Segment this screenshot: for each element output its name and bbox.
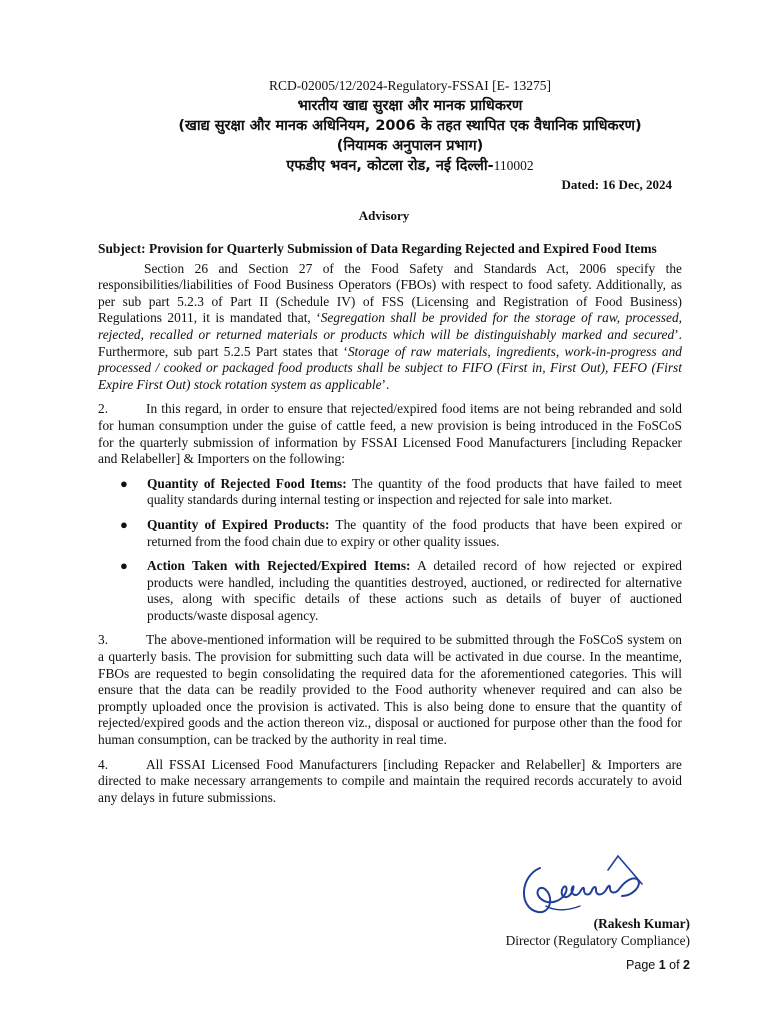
paragraph-number: 4. — [98, 756, 109, 772]
signature-image — [510, 846, 660, 926]
subject-line: Subject: Provision for Quarterly Submission of Data Regarding Rejected and Expired Food Items — [98, 241, 657, 256]
page-number — [626, 958, 690, 972]
para1-quote-segregation: Segregation shall be provided for the storage of raw, processed, rejected, recalled or returned materials or products which will be distinguishably marked and secured — [98, 310, 682, 342]
paragraph-1 — [98, 261, 682, 394]
page-of: of — [665, 958, 684, 972]
list-item-text: The quantity of the food products that have failed to meet quality standards during internal testing or inspection and rejected for sale into market. — [147, 475, 682, 508]
page-current: 1 — [658, 958, 666, 972]
list-item — [98, 558, 682, 624]
list-item-title: Quantity of Expired Products: — [147, 516, 330, 532]
signatory-name: (Rakesh Kumar) — [593, 916, 690, 931]
paragraph-number: 3. — [98, 632, 109, 648]
para1-text-e: ’. — [381, 376, 390, 392]
list-item-text: The quantity of the food products that have been expired or returned from the food chain due to expiry or other quality issues. — [147, 516, 683, 549]
data-items-list — [98, 476, 682, 625]
paragraph-2-text: In this regard, in order to ensure that rejected/expired food items are not being rebranded and sold for human consumption under the guise of cattle feed, a new provision is being introduced in the FoSCoS for the quarterly submission of information by FSSAI Licensed Food Manufacturers [including Repacker and Relabeller] & Importers on the following: — [98, 401, 682, 467]
paragraph-4 — [98, 757, 682, 807]
list-item — [98, 476, 682, 509]
establishment-line-hindi: (खाद्य सुरक्षा और मानक अधिनियम, 2006 के तहत स्थापित एक वैधानिक प्राधिकरण) — [178, 118, 642, 134]
organization-name-hindi: भारतीय खाद्य सुरक्षा और मानक प्राधिकरण — [297, 98, 523, 114]
address-line — [150, 156, 670, 176]
advisory-title: Advisory — [358, 208, 410, 223]
paragraph-3-text: The above-mentioned information will be required to be submitted through the FoSCoS system on a quarterly basis. The provision for submitting such data will be activated in due course. In the meantime, FBOs are requested to begin consolidating the required data for the aforementioned categories. This will ensure that the data can be readily provided to the Food authority whenever required and can also be promptly uploaded once the provision is activated. This is also being done to ensure that the quantity of rejected/expired goods and the action thereon viz., disposal or auctioned for purpose other than the food for human consumption, can be tracked by the authority in real time. — [98, 632, 682, 748]
list-item — [98, 517, 682, 550]
bullet-icon: ● — [120, 516, 128, 532]
letterhead — [150, 76, 670, 176]
address-hindi: एफडीए भवन, कोटला रोड, नई दिल्ली- — [286, 158, 494, 174]
date-line: Dated: 16 Dec, 2024 — [561, 177, 672, 192]
pin-code: 110002 — [493, 158, 534, 173]
para1-text-c: ’. Furthermore, sub part 5.2.5 Part states that ‘ — [98, 326, 682, 359]
paragraph-3 — [98, 632, 682, 748]
para1-text-a: Section 26 and Section 27 of the Food Safety and Standards Act, 2006 specify the responsibilities/liabilities of Food Business Operators (FBOs) with respect to food safety. Additionally, as per sub part 5.2.3 of Part II (Schedule IV) of FSS (Licensing and Registration of Food Business) Regulations 2011, it is mandated that, ‘ — [98, 260, 682, 326]
page-label: Page — [626, 958, 659, 972]
paragraph-4-text: All FSSAI Licensed Food Manufacturers [including Repacker and Relabeller] & Importers are directed to make necessary arrangements to compile and maintain the required records accurately to avoid any delays in future submissions. — [98, 756, 682, 805]
list-item-title: Quantity of Rejected Food Items: — [147, 475, 347, 491]
bullet-icon: ● — [120, 558, 128, 574]
signatory-designation: Director (Regulatory Compliance) — [505, 933, 690, 948]
reference-number: RCD-02005/12/2024-Regulatory-FSSAI [E- 13275] — [269, 78, 551, 93]
para1-quote-storage: Storage of raw materials, ingredients, work-in-progress and processed / cooked or packaged food products shall be subject to FIFO (First in, First Out), FEFO (First Expire First Out) stock rotation system as applicable — [98, 343, 682, 392]
division-name-hindi: (नियामक अनुपालन प्रभाग) — [336, 138, 484, 154]
paragraph-number: 2. — [98, 401, 109, 417]
paragraph-2 — [98, 401, 682, 467]
list-item-title: Action Taken with Rejected/Expired Items: — [147, 558, 411, 574]
list-item-text: A detailed record of how rejected or expired products were handled, including the quantities destroyed, auctioned, or redirected for alternative uses, along with specific details of these actions such as details of buyer of auctioned products/waste disposal agency. — [147, 558, 682, 623]
bullet-icon: ● — [120, 475, 128, 491]
page-total: 2 — [683, 958, 690, 972]
advisory-body — [98, 241, 682, 814]
